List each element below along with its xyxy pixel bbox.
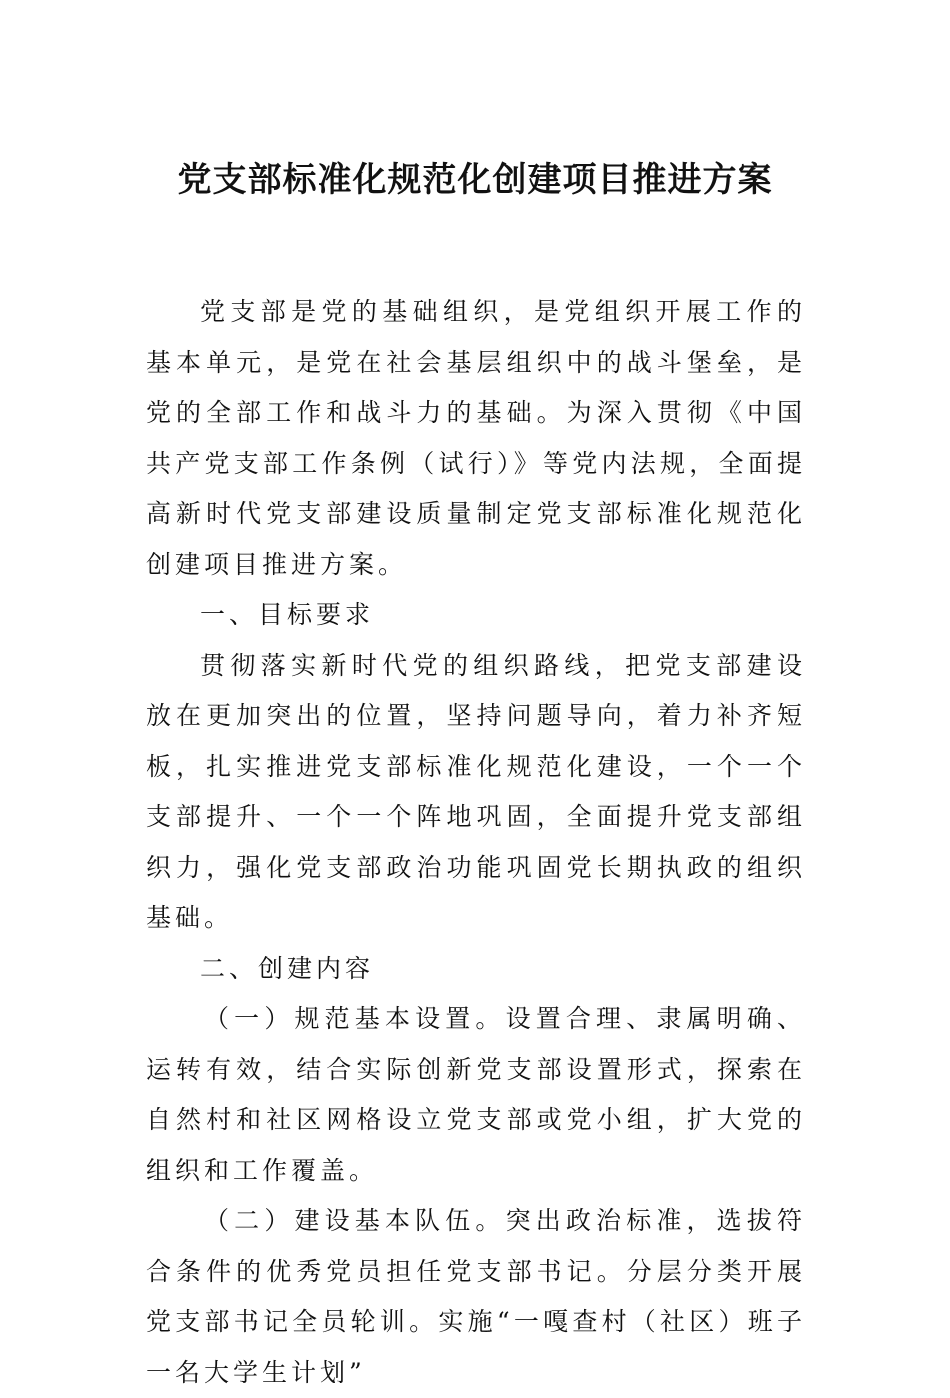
document-title: 党支部标准化规范化创建项目推进方案 <box>177 160 773 200</box>
document-body <box>146 287 806 1398</box>
content-item-1-paragraph: （一）规范基本设置。设置合理、隶属明确、运转有效，结合实际创新党支部设置形式，探索在自然村和社区网格设立党支部或党小组，扩大党的组织和工作覆盖。 <box>146 1004 806 1185</box>
section-heading-content: 二、创建内容 <box>200 953 375 983</box>
content-item-2-paragraph: （二）建设基本队伍。突出政治标准，选拔符合条件的优秀党员担任党支部书记。分层分类开展党支部书记全员轮训。实施“一嘎查村（社区）班子一名大学生计划” <box>146 1206 806 1387</box>
intro-paragraph: 党支部是党的基础组织，是党组织开展工作的基本单元，是党在社会基层组织中的战斗堡垒，是党的全部工作和战斗力的基础。为深入贯彻《中国共产党支部工作条例（试行）》等党内法规，全面提高新时代党支部建设质量制定党支部标准化规范化创建项目推进方案。 <box>146 297 806 579</box>
section-heading-goals: 一、目标要求 <box>200 600 375 629</box>
goals-paragraph: 贯彻落实新时代党的组织路线，把党支部建设放在更加突出的位置，坚持问题导向，着力补齐短板，扎实推进党支部标准化规范化建设，一个一个支部提升、一个一个阵地巩固，全面提升党支部组织力，强化党支部政治功能巩固党长期执政的组织基础。 <box>146 650 806 932</box>
